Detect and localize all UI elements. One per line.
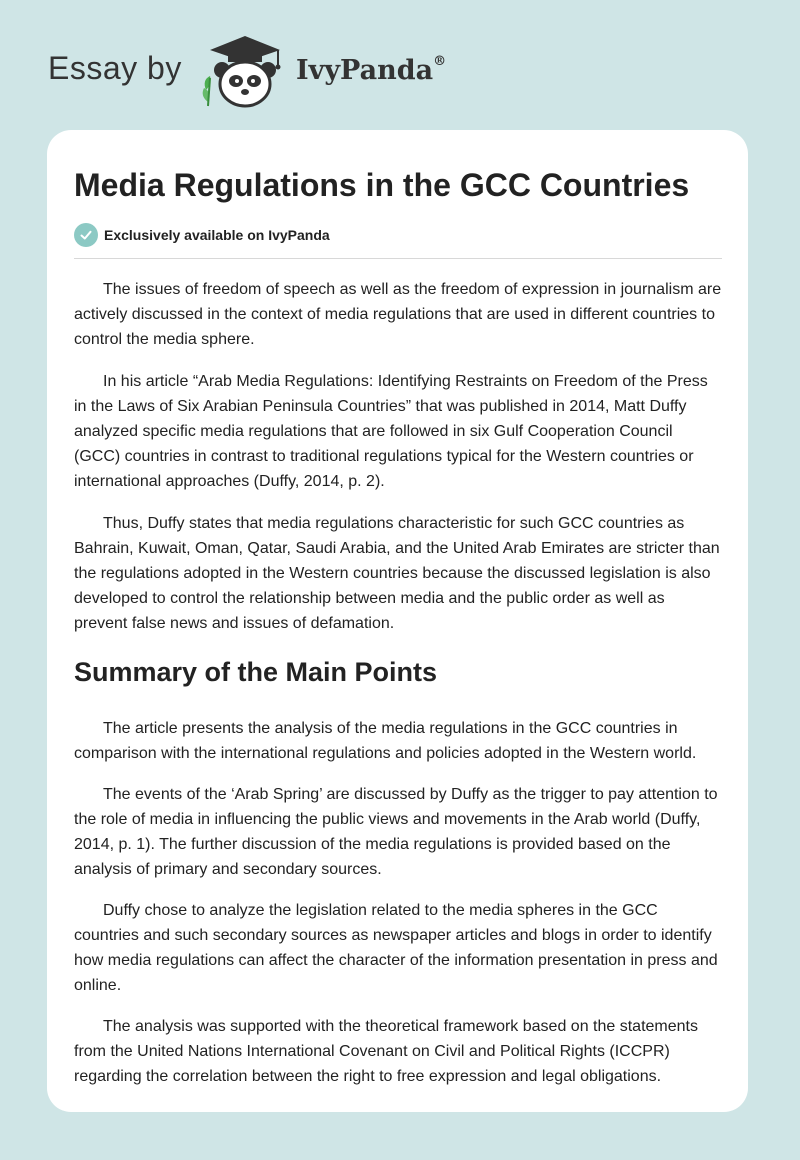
paragraph: In his article “Arab Media Regulations: Identifying Restraints on Freedom of the Press in the Laws of Six Arabian Peninsula Countries” that was published in 2014, Matt Duffy analyzed specific media regulations that are followed in six Gulf Cooperation Council (GCC) countries in contrast to traditional regulations typical for the Western countries or international approaches (Duffy, 2014, p. 2). bbox=[74, 373, 708, 490]
paragraph: The analysis was supported with the theoretical framework based on the statements from the United Nations International Covenant on Civil and Political Rights (ICCPR) regarding the correlation between the right to free expression and legal obligations. bbox=[74, 1018, 698, 1085]
brand-name[interactable] bbox=[296, 55, 446, 86]
intro-section bbox=[74, 277, 722, 636]
exclusive-label: Exclusively available on IvyPanda bbox=[104, 227, 330, 243]
section-heading: Summary of the Main Points bbox=[74, 657, 438, 687]
exclusive-badge bbox=[74, 222, 722, 248]
check-circle-icon bbox=[74, 223, 98, 247]
paragraph: Thus, Duffy states that media regulations characteristic for such GCC countries as Bahrain, Kuwait, Oman, Qatar, Saudi Arabia, and the United Arab Emirates are stricter than the regulations adopted in the Western countries because the discussed legislation is also developed to control the relationship between media and the public order as well as prevent false news and issues of defamation. bbox=[74, 515, 720, 632]
divider bbox=[74, 258, 722, 259]
panda-graduate-logo-icon[interactable] bbox=[200, 32, 290, 110]
paragraph: The issues of freedom of speech as well as the freedom of expression in journalism are actively discussed in the context of media regulations that are used in different countries to control the media sphere. bbox=[74, 281, 722, 348]
essay-by-label: Essay by bbox=[48, 50, 182, 86]
paragraph: Duffy chose to analyze the legislation related to the media spheres in the GCC countries and such secondary sources as newspaper articles and blogs in order to identify how media regulations can affect the character of the information presentation in press and online. bbox=[74, 902, 718, 994]
page-title: Media Regulations in the GCC Countries bbox=[74, 167, 690, 203]
registered-mark: ® bbox=[433, 54, 447, 69]
checkmark-icon bbox=[79, 228, 93, 242]
paragraph: The events of the ‘Arab Spring’ are discussed by Duffy as the trigger to pay attention to the role of media in influencing the public views and movements in the Arab world (Duffy, 2014, p. 1). The further discussion of the media regulations is provided based on the analysis of primary and secondary sources. bbox=[74, 786, 718, 878]
essay-card bbox=[47, 130, 748, 1112]
brand-name-text: IvyPanda bbox=[296, 55, 434, 86]
paragraph: The article presents the analysis of the media regulations in the GCC countries in comparison with the international regulations and policies adopted in the Western world. bbox=[74, 720, 697, 762]
essay-content bbox=[74, 130, 722, 1089]
site-header bbox=[0, 0, 800, 130]
summary-section bbox=[74, 716, 722, 1089]
